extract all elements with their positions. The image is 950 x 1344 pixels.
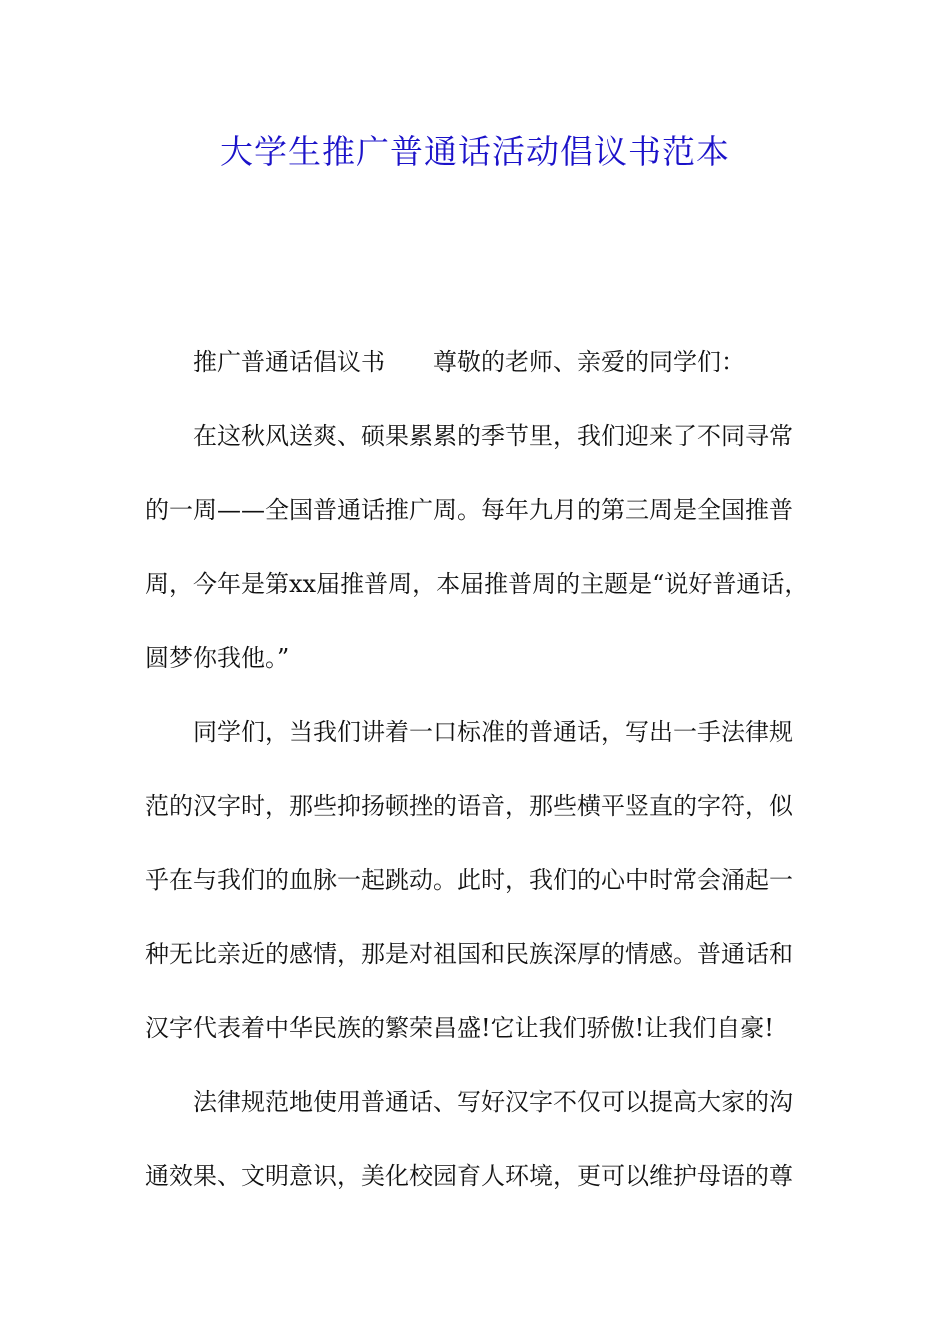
paragraph-line: 圆梦你我他。” bbox=[145, 644, 290, 672]
paragraph-line: 的一周——全国普通话推广周。每年九月的第三周是全国推普 bbox=[145, 496, 793, 524]
paragraph-line: 在这秋风送爽、硕果累累的季节里，我们迎来了不同寻常 bbox=[193, 422, 793, 450]
paragraph-line: 乎在与我们的血脉一起跳动。此时，我们的心中时常会涌起一 bbox=[145, 866, 793, 894]
paragraph-line: 种无比亲近的感情，那是对祖国和民族深厚的情感。普通话和 bbox=[145, 940, 793, 968]
paragraph-line: 同学们，当我们讲着一口标准的普通话，写出一手法律规 bbox=[193, 718, 793, 746]
paragraph-line: 通效果、文明意识，美化校园育人环境，更可以维护母语的尊 bbox=[145, 1162, 793, 1190]
heading-left: 推广普通话倡议书 bbox=[193, 348, 385, 376]
salutation: 尊敬的老师、亲爱的同学们： bbox=[433, 348, 745, 376]
paragraph-line: 汉字代表着中华民族的繁荣昌盛!它让我们骄傲!让我们自豪! bbox=[145, 1014, 774, 1042]
document-title: 大学生推广普通话活动倡议书范本 bbox=[220, 132, 730, 171]
paragraph-line: 法律规范地使用普通话、写好汉字不仅可以提高大家的沟 bbox=[193, 1088, 793, 1116]
paragraph-line: 周，今年是第xx届推普周，本届推普周的主题是“说好普通话， bbox=[145, 570, 809, 598]
heading-line bbox=[145, 325, 815, 399]
document-body bbox=[145, 325, 815, 1213]
paragraph-line: 范的汉字时，那些抑扬顿挫的语音，那些横平竖直的字符，似 bbox=[145, 792, 793, 820]
